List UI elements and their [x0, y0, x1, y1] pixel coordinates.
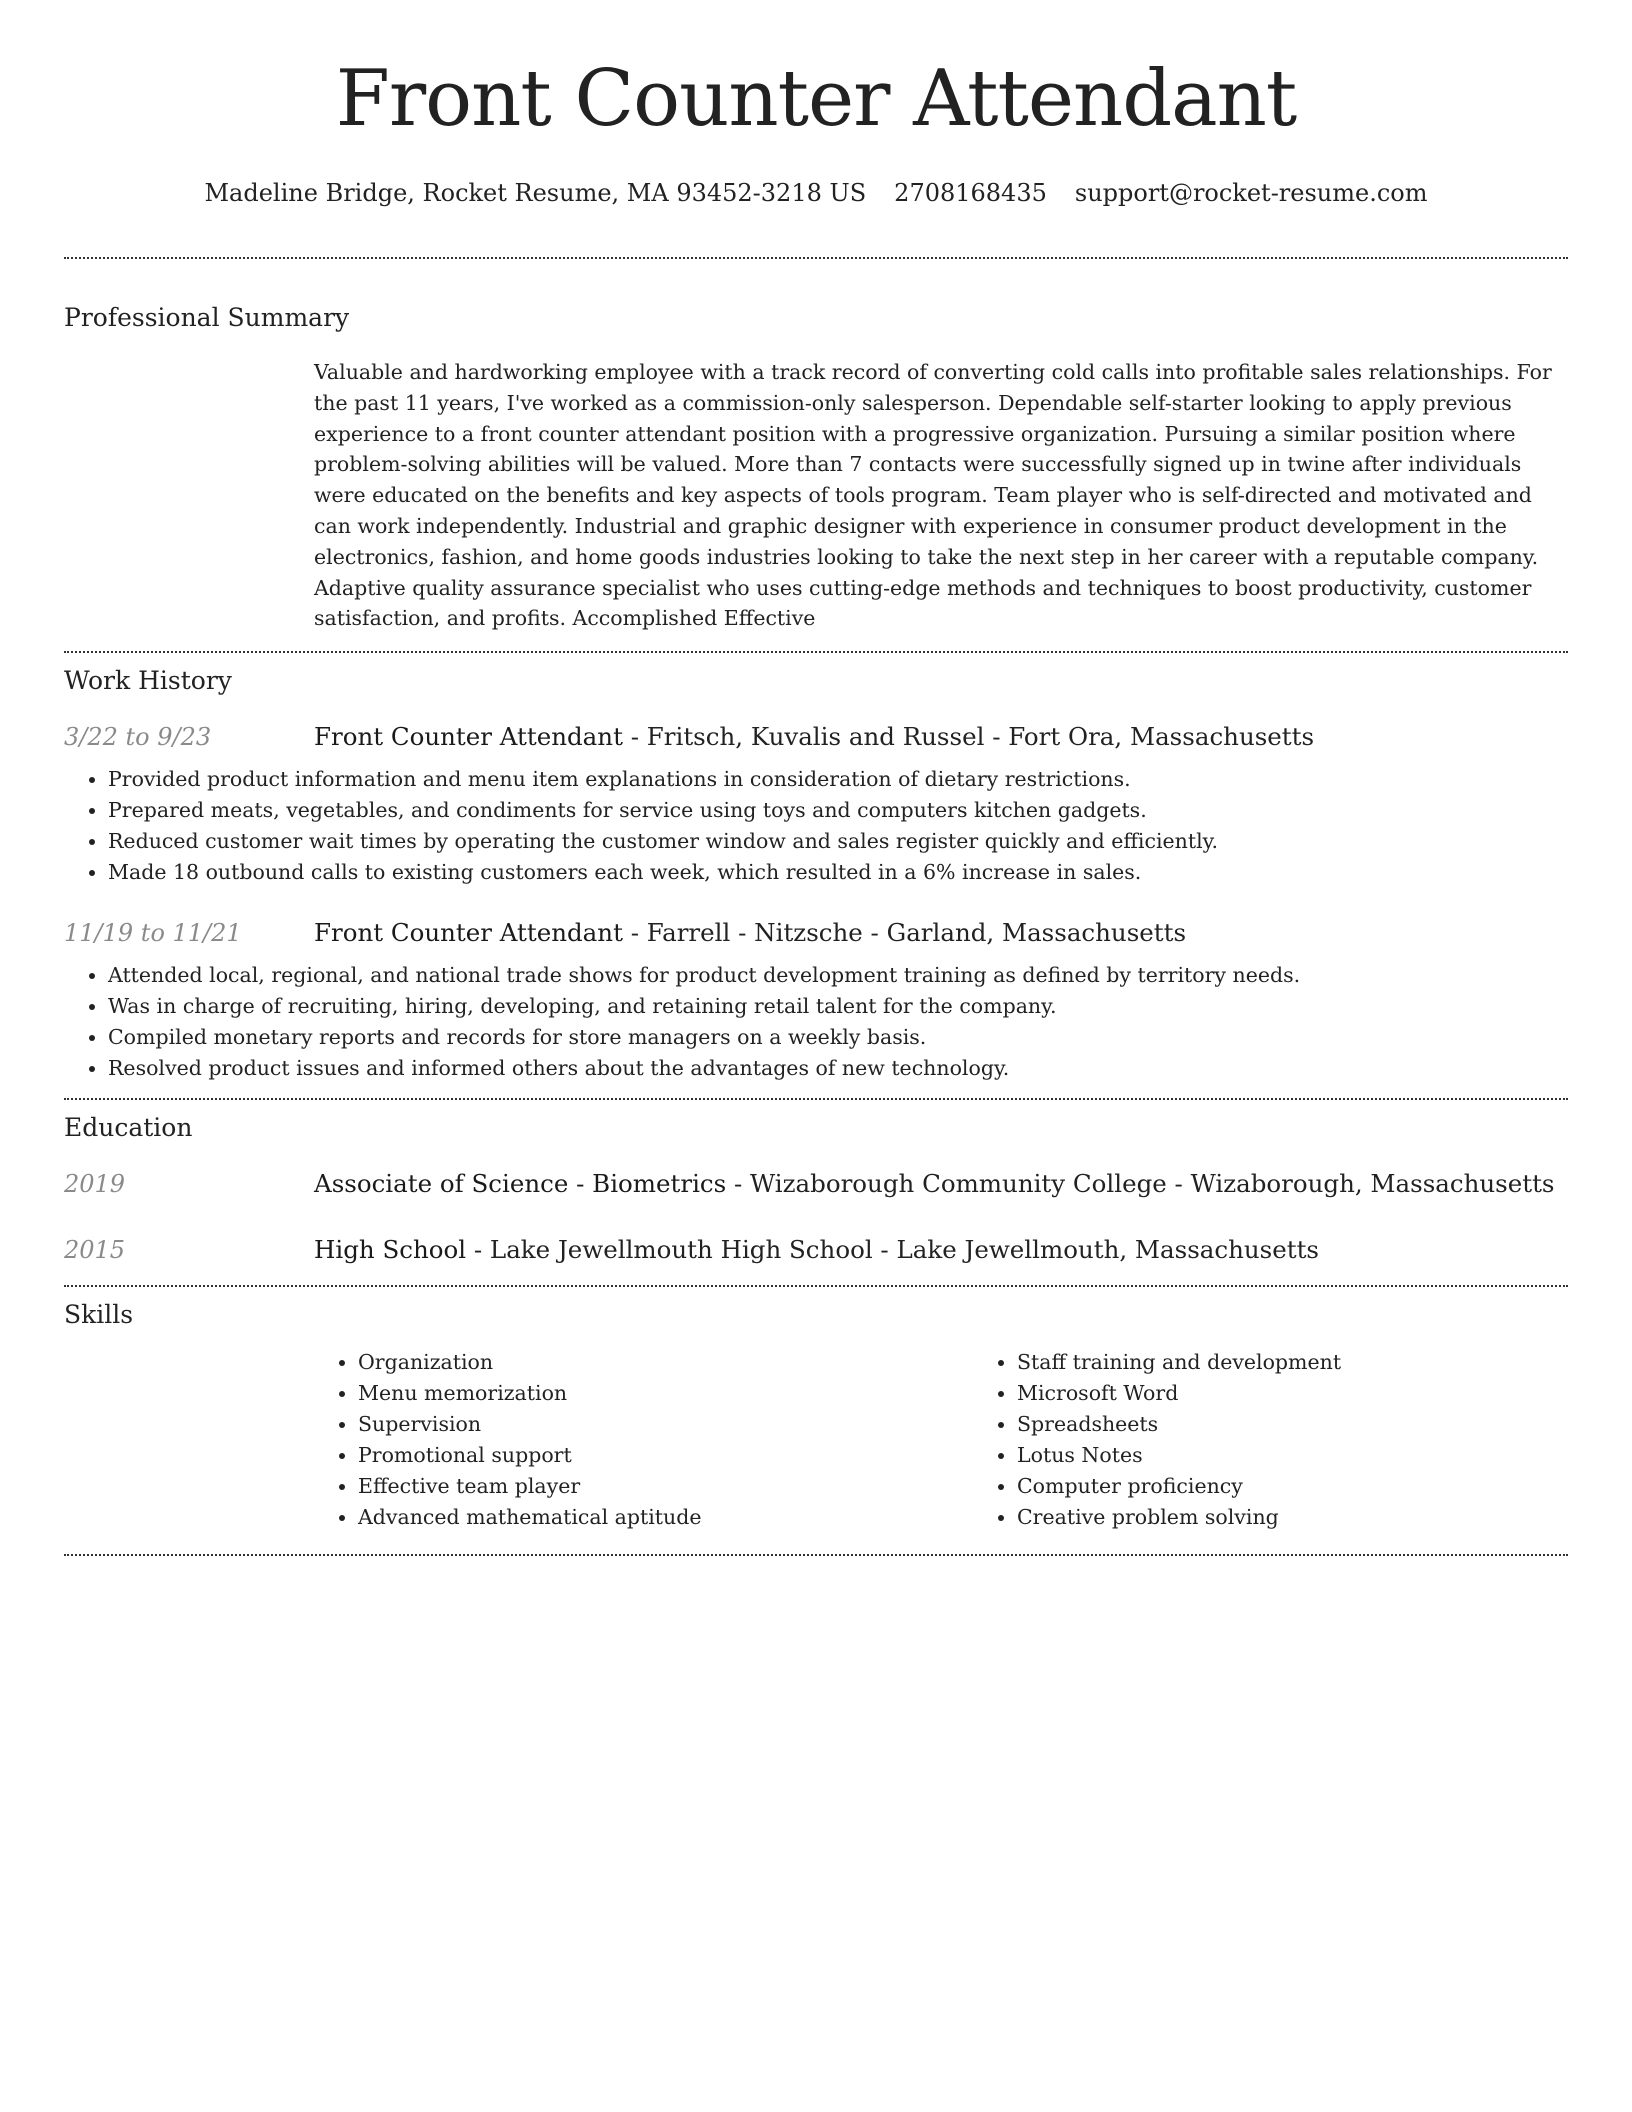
- education-degree: Associate of Science - Biometrics: [314, 1169, 727, 1199]
- divider: [64, 1098, 1568, 1100]
- job-details: - Farrell - Nitzsche - Garland, Massachusetts: [622, 918, 1187, 948]
- job-entry: [64, 722, 1568, 888]
- work-history-section: [64, 665, 1568, 1084]
- list-item: • Advanced mathematical aptitude: [358, 1502, 973, 1533]
- education-year: 2019: [64, 1170, 126, 1199]
- list-item: • Menu memorization: [358, 1378, 973, 1409]
- divider: [64, 1285, 1568, 1287]
- contact-line: [64, 178, 1568, 208]
- list-item: • Made 18 outbound calls to existing customers each week, which resulted in a 6% increase in sales.: [108, 857, 1568, 888]
- list-item: • Creative problem solving: [1017, 1502, 1632, 1533]
- education-heading: [314, 1235, 1319, 1264]
- divider: [64, 651, 1568, 653]
- skills-section: [64, 1299, 1568, 1533]
- job-entry: [64, 918, 1568, 1084]
- education-entry: [64, 1169, 1568, 1198]
- contact-phone: 2708168435: [894, 179, 1047, 207]
- education-details: - Wizaborough Community College - Wizaborough, Massachusetts: [726, 1169, 1555, 1199]
- list-item: • Spreadsheets: [1017, 1409, 1632, 1440]
- job-heading: [314, 722, 1314, 751]
- list-item: • Compiled monetary reports and records for store managers on a weekly basis.: [108, 1022, 1568, 1053]
- job-bullets: [64, 764, 1568, 888]
- list-item: • Microsoft Word: [1017, 1378, 1632, 1409]
- list-item: • Computer proficiency: [1017, 1471, 1632, 1502]
- section-heading-education: Education: [64, 1113, 193, 1143]
- summary-section: [64, 302, 1568, 634]
- job-title: Front Counter Attendant: [314, 918, 623, 948]
- list-item: • Organization: [358, 1347, 973, 1378]
- job-dates: 11/19 to 11/21: [64, 919, 242, 948]
- list-item: • Attended local, regional, and national trade shows for product development training as defined by territory needs.: [108, 960, 1568, 991]
- education-year: 2015: [64, 1236, 126, 1265]
- job-details: - Fritsch, Kuvalis and Russel - Fort Ora, Massachusetts: [622, 722, 1315, 752]
- section-heading-skills: Skills: [64, 1300, 134, 1330]
- job-bullets: [64, 960, 1568, 1084]
- education-entry: [64, 1235, 1568, 1264]
- divider: [64, 1554, 1568, 1556]
- skills-grid: [314, 1347, 1568, 1533]
- resume-page: [64, 0, 1568, 1556]
- list-item: • Resolved product issues and informed others about the advantages of new technology.: [108, 1053, 1568, 1084]
- list-item: • Was in charge of recruiting, hiring, developing, and retaining retail talent for the company.: [108, 991, 1568, 1022]
- job-heading: [314, 918, 1186, 947]
- list-item: • Supervision: [358, 1409, 973, 1440]
- education-degree: High School: [314, 1235, 467, 1265]
- contact-address: Madeline Bridge, Rocket Resume, MA 93452-3218 US: [204, 179, 867, 207]
- list-item: • Lotus Notes: [1017, 1440, 1632, 1471]
- section-heading-summary: Professional Summary: [64, 303, 350, 332]
- list-item: • Reduced customer wait times by operating the customer window and sales register quickly and efficiently.: [108, 826, 1568, 857]
- skills-list-left: [314, 1347, 973, 1533]
- list-item: • Staff training and development: [1017, 1347, 1632, 1378]
- job-dates: 3/22 to 9/23: [64, 723, 212, 752]
- section-heading-work: Work History: [64, 666, 232, 696]
- list-item: • Prepared meats, vegetables, and condiments for service using toys and computers kitchen gadgets.: [108, 795, 1568, 826]
- education-heading: [314, 1169, 1555, 1198]
- job-title: Front Counter Attendant: [314, 722, 623, 752]
- education-section: [64, 1112, 1568, 1264]
- list-item: • Promotional support: [358, 1440, 973, 1471]
- list-item: • Provided product information and menu item explanations in consideration of dietary restrictions.: [108, 764, 1568, 795]
- summary-text: Valuable and hardworking employee with a track record of converting cold calls into profitable sales relationships. For the past 11 years, I've worked as a commission-only salesperson. Dependable self-starter looking to apply previous experience to a front counter attendant position with a progressive organization. Pursuing a similar position where problem-solving abilities will be valued. More than 7 contacts were successfully signed up in twine after individuals were educated on the benefits and key aspects of tools program. Team player who is self-directed and motivated and can work independently. Industrial and graphic designer with experience in consumer product development in the electronics, fashion, and home goods industries looking to take the next step in her career with a reputable company. Adaptive quality assurance specialist who uses cutting-edge methods and techniques to boost productivity, customer satisfaction, and profits. Accomplished Effective: [314, 360, 1552, 631]
- contact-email: support@rocket-resume.com: [1074, 179, 1428, 207]
- list-item: • Effective team player: [358, 1471, 973, 1502]
- page-title: Front Counter Attendant: [335, 54, 1297, 144]
- education-details: - Lake Jewellmouth High School - Lake Jewellmouth, Massachusetts: [466, 1235, 1319, 1265]
- skills-list-right: [973, 1347, 1632, 1533]
- divider: [64, 257, 1568, 259]
